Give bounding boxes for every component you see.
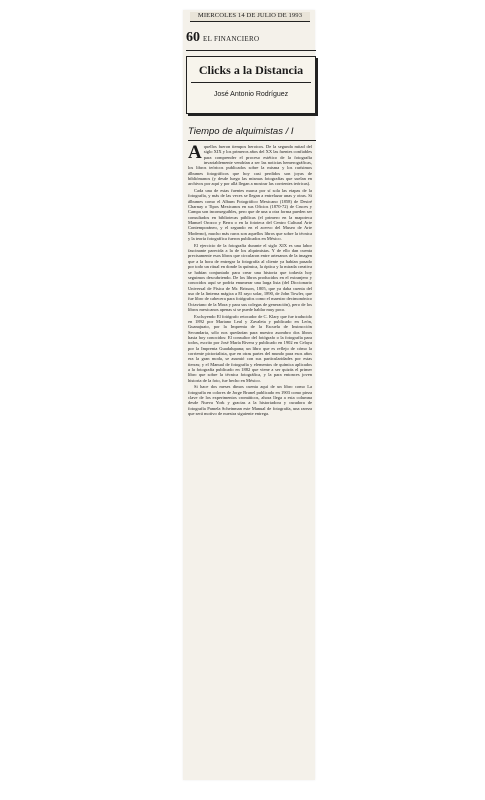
page-number: 60 bbox=[186, 30, 200, 45]
article-body bbox=[188, 141, 312, 418]
paragraph: Si hace dos meses dimos cuenta aquí de un libro como La fotografía en colores de Jorge Brunel publicado en 1903 como pieza clave de los experimentos cromáticos, ahora llega a esta columna desde Nueva York y gracias a la historiadora y curadora de fotografía Pamela Scheinman este Manual de fotografía, una rareza que será motivo de nuestra siguiente entrega. bbox=[188, 384, 312, 417]
page-header bbox=[186, 30, 316, 51]
paragraph: Excluyendo El fotógrafo retocador de C. Klary que fue traducido en 1892 por Mariano Leal y Zavaleta y publicado en León, Guanajuato, por la Imprenta de la Escuela de Instrucción Secundaria, sólo nos quedarían para nuestro asombro dos libros hasta hoy conocidos: El consultor del fotógrafo o la fotografía para todos, escrito por José María Rivera y publicado en 1902 en Celaya por la Imprenta Guadalupana; un libro que es reflejo de cómo la corriente pictorialista, que en otras partes del mundo para esos años era la gran moda, se asumió con sus particularidades por estas tierras; y el Manual de fotografía y elementos de química aplicados a la fotografía publicado en 1882 que viene a ser quizás el primer libro que sobre la técnica fotográfica, y la para entonces joven historia de la foto, fue hecho en México. bbox=[188, 313, 312, 383]
author-name: José Antonio Rodríguez bbox=[213, 91, 289, 98]
paragraph: El ejercicio de la fotografía durante el siglo XIX es una labor fascinante parecida a la de los alquimistas. Y de ello dan cuenta precisamente esos libros que circularon entre artesanos de la imagen que a la hora de entregar la fotografía al cliente ya habían pasado por todo un ritual en donde la química, la óptica y la mirada creativa se habían conjuntado para crear una historia que todavía hoy seguimos descubriendo. De los libros producidos en el extranjero y conocidos aquí se podría enumerar una larga lista (del Diccionario Universal de Física de Mr. Brisson, 1805, que ya daba cuenta del uso de la linterna mágica a El rayo solar, 1890, de John Towler, que fue libro de cabecera para fotógrafos como el maestro decimonónico Octaviano de la Mora y para sus colegas de generación), pero de los libros mexicanos apenas si se puede hablar muy poco. bbox=[188, 242, 312, 312]
paragraph-text: quellos fueron tiempos heroicos. De la segunda mitad del siglo XIX y los primeros años del XX las fuentes confiables para comprender el proceso estético de la fotografía invariablemente vendrían a ser las noticias hemerográficas, los libros teóricos publicados sobre la misma y los rarísimos álbumes fotográficos que hoy casi perdidos son joyas de bibliómanos (y desde luego las mismas fotografías que suelan en archivos por aquí y por allá llegan a mostrar las corrientes teóricas). bbox=[188, 144, 312, 187]
publication-name: EL FINANCIERO bbox=[203, 35, 260, 43]
column-header-box bbox=[186, 56, 316, 114]
paragraph bbox=[188, 141, 312, 187]
paragraph: Cada una de estas fuentes marca por sí sola las etapas de la fotografía, y más de las veces se llegan a entrelazar unas y otras. Si álbumes como el Album Fotográfico Mexicano (1858) de Desiré Charnay o Tipos Mexicanos en sus Oficios (1870-72) de Cruces y Campa son inconseguibles, pero que de una u otra forma pueden ser consultados en bibliotecas públicas (el primero en la mapoteca Manuel Orozco y Berra o en la fototeca del Centro Cultural Arte Contemporáneo, y el segundo en el acervo del Museo de Arte Moderno), mucho más raros son aquellos libros que sobre la técnica y la teoría fotográfica fueron publicados en México. bbox=[188, 188, 312, 242]
column-title: Clicks a la Distancia bbox=[191, 63, 311, 83]
article-headline: Tiempo de alquimistas / I bbox=[188, 126, 316, 141]
dateline: MIERCOLES 14 DE JULIO DE 1993 bbox=[190, 12, 310, 22]
drop-cap: A bbox=[188, 141, 202, 163]
